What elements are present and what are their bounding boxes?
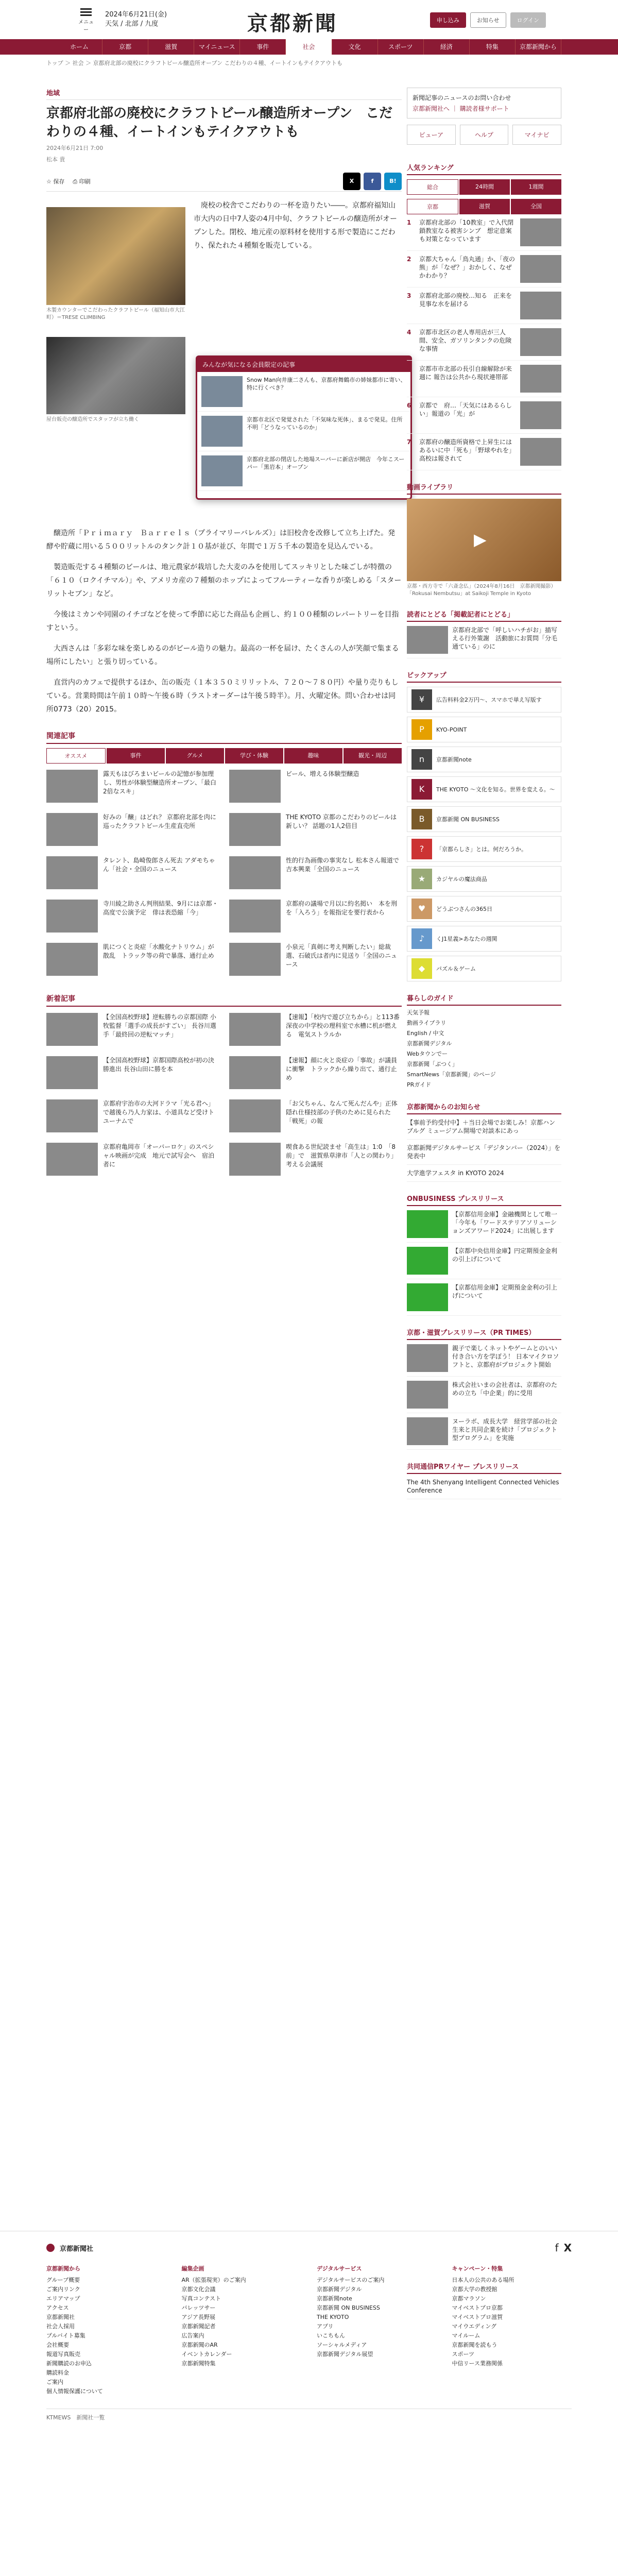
guide-link[interactable]: 京都新聞デジタル	[407, 1040, 452, 1047]
item-text: 京都府亀岡市「オーバーロケ」のスペシャル映画が完成 地元で試写会へ 宿泊者に	[103, 1143, 215, 1168]
sidebar	[407, 88, 561, 1499]
footer-link[interactable]: 中信リース業務関係	[452, 2360, 503, 2367]
thumbnail	[407, 1381, 448, 1409]
footer-link[interactable]: エリアマップ	[46, 2295, 80, 2302]
footer-link[interactable]: 購読料金	[46, 2369, 69, 2376]
thumbnail	[46, 1099, 98, 1132]
popup-item[interactable]	[197, 412, 410, 451]
footer-link[interactable]: 京都新聞デジタル展望	[317, 2351, 373, 2358]
ranking-item[interactable]: 1 京都府北部の「10教室」で入代閉鎖教室なる被害シンブ 想定意案も対策となっています	[407, 214, 561, 251]
footer-link[interactable]: 京都新聞社	[46, 2314, 75, 2320]
article-photo[interactable]	[46, 337, 185, 414]
item-text: 京都市北区の老人専用店が三人間、安全、ガソリンタンクの危険な事情	[419, 329, 512, 352]
item-text: KYO-POINT	[436, 726, 467, 733]
article-date: 2024年6月21日 7:00	[46, 145, 104, 151]
pickup-item[interactable]	[407, 776, 561, 802]
thumbnail	[229, 1099, 281, 1132]
guide-title: 暮らしのガイド	[407, 991, 561, 1006]
news-title: 新着記事	[46, 991, 402, 1007]
footer-link[interactable]: 日本人の公共のある場所	[452, 2277, 514, 2283]
thumbnail	[46, 1013, 98, 1046]
thumbnail	[229, 856, 281, 889]
pickup-item[interactable]	[407, 896, 561, 922]
tab[interactable]: 事件	[107, 748, 165, 764]
link[interactable]: 京都新聞社へ	[413, 105, 450, 112]
footer-link[interactable]: グループ概要	[46, 2277, 80, 2283]
list-item[interactable]	[46, 1143, 219, 1179]
wire-item[interactable]	[407, 1474, 561, 1499]
item-text: 性的行為画像の事実なし 松本さん報道で吉本興業「全国のニュース	[286, 857, 399, 873]
guide-link[interactable]: 天気予報	[407, 1009, 430, 1016]
main-nav	[0, 39, 618, 55]
item-text: 親子で楽しくネットやゲームとのいい付き合い方を学ぼう！ 日本マイクロソフトと、京都府がプロジェクト開始	[452, 1345, 559, 1368]
contact-title: 新聞記事のニュースのお問い合わせ	[413, 94, 511, 101]
item-text: 京都市市北部の長引自線解除が来週に 報告は公共から現状連帯部	[419, 365, 512, 381]
item-text: カジヤルの魔法商品	[436, 876, 487, 883]
photo-caption: 木製カウンターでこだわったクラフトビール（福知山市大江町）＝TRESE CLIMBING	[46, 308, 185, 320]
item-text: タレント、島崎俊郎さん死去 アダモちゃん「社会・全国のニュース	[103, 857, 215, 873]
item-text: 好みの「醸」はどれ？ 京都府北部を肉に巡ったクラフトビール生産直売所	[103, 814, 216, 829]
item-text: くJ1星義>あなたの週関	[436, 936, 497, 942]
popup-thumb	[201, 376, 243, 407]
x-icon[interactable]: X	[563, 2242, 572, 2254]
hatena-share-icon[interactable]: B!	[384, 173, 402, 190]
footer-column	[182, 2264, 302, 2396]
popup-title: みんなが気になる会員限定の記事	[197, 357, 410, 372]
nav-item[interactable]: ホーム	[57, 39, 102, 55]
list-item[interactable]	[46, 1013, 219, 1049]
footer-link[interactable]: 報道写真販売	[46, 2351, 80, 2358]
article-category[interactable]: 地域	[46, 88, 402, 100]
menu-button[interactable]	[77, 7, 95, 33]
pickup-item[interactable]	[407, 926, 561, 952]
times-item[interactable]	[407, 1377, 561, 1413]
list-item[interactable]	[46, 856, 219, 892]
mypage-button[interactable]: マイナビ	[512, 125, 561, 145]
menu-label: メニュー	[78, 19, 94, 33]
thumbnail	[229, 1143, 281, 1176]
item-text: 京都新聞デジタルサービス「デジタンバー（2024）」を発表中	[407, 1144, 561, 1160]
item-text: 株式会社いまの会社者は、京都府のための立ち「中企業」的に受用	[452, 1381, 558, 1397]
ranking-title: 人気ランキング	[407, 160, 561, 175]
item-text: 小泉元「真剣に考え判断したい」総裁選、石破氏は者内に見送り「全国のニュース	[286, 943, 398, 968]
link[interactable]: 購読者様サポート	[459, 105, 509, 112]
thumbnail	[46, 900, 98, 933]
thumbnail	[407, 1210, 448, 1238]
paragraph: 製造販売する４種類のビールは、地元農家が栽培した大麦のみを使用してスッキリとした味ごしが特徴の「６１０（ロクイチマル）」や、アメリカ産の７種類のホップによってフルーティーな香りが楽しめる「スターリットセブン」など。	[46, 563, 402, 598]
save-button[interactable]: ☆ 保存	[46, 178, 65, 185]
footer-link[interactable]: イベントカレンダー	[181, 2351, 232, 2358]
item-text: 【京都信用金庫】定期預金金利の引上げについて	[452, 1284, 558, 1299]
tab[interactable]: 滋賀	[459, 199, 510, 214]
list-item[interactable]	[229, 1056, 402, 1092]
footer-heading: 京都新聞から	[46, 2265, 80, 2272]
footer-link[interactable]: プルバイト募集	[46, 2332, 85, 2339]
thumbnail	[229, 813, 281, 846]
pickup-title: ピックアップ	[407, 668, 561, 683]
list-item[interactable]	[46, 1056, 219, 1092]
footer-link[interactable]: AR（拡張現実）のご案内	[181, 2277, 246, 2283]
item-text: 【事前予約受付中】＋当日会場でお楽しみ！京都ハンブルグ ミュージアム開場で対談本にあっ	[407, 1119, 556, 1134]
pickup-item[interactable]	[407, 956, 561, 981]
thumbnail	[46, 1143, 98, 1176]
pr-item[interactable]	[407, 1206, 561, 1243]
item-text: 大学進学フェスタ in KYOTO 2024	[407, 1170, 504, 1177]
tab[interactable]: グルメ	[166, 748, 224, 764]
popup-item-text: 京都市北区で発覚された「不気味な死体」、まるで発見。住所不明「どうなっているのか」	[247, 416, 403, 431]
popup-item[interactable]	[197, 372, 410, 412]
list-item[interactable]	[229, 770, 402, 806]
footer-link[interactable]: アプリ	[317, 2323, 334, 2330]
popup-thumb	[201, 455, 243, 486]
paragraph: 大西さんは「多彩な味を楽しめるのがビール造りの魅力。最高の一杯を届け、たくさんの人が笑顔で集まる場所にしたい」と張り切っている。	[46, 645, 399, 666]
related-title: 関連記事	[46, 728, 402, 744]
news-button[interactable]: お知らせ	[470, 12, 506, 28]
item-text: 【速報】「校内で遊び立ちから」と113番 深夜の中学校の理科室で水槽に机が燃える 電気ストラルか	[286, 1013, 406, 1038]
thumbnail	[229, 900, 281, 933]
related-list	[46, 770, 402, 979]
footer-column	[452, 2264, 572, 2396]
list-item[interactable]	[229, 1099, 402, 1136]
pickup-item[interactable]	[407, 747, 561, 772]
footer-link[interactable]: 京都新聞note	[317, 2295, 352, 2302]
pickup-item[interactable]	[407, 717, 561, 742]
popup-item-text: 京都府北部の閉店した地場スーパーに新店が開店 今年こスーパー「黒岩本」オープン	[247, 456, 405, 470]
facebook-icon[interactable]: f	[555, 2242, 559, 2254]
guide-link[interactable]: PRガイド	[407, 1081, 431, 1088]
item-text: ヌーラボ、成長大学 経営学部の社会生来と共同企業を続け「プロジェクト型プログラム」を実施	[452, 1418, 558, 1442]
item-text: 広告料料金2万円〜、スマホで単え写版す	[436, 697, 542, 703]
item-text: THE KYOTO 京都のこだわりのビールは新しい？ 話題の1人2倍目	[286, 814, 397, 829]
list-item[interactable]	[229, 1143, 402, 1179]
footer-link[interactable]: マイベストプロ滋賀	[452, 2314, 503, 2320]
pr-item[interactable]	[407, 1243, 561, 1279]
list-item[interactable]	[46, 1099, 219, 1136]
notice-item[interactable]	[407, 1140, 561, 1165]
tab[interactable]: 1週間	[511, 179, 561, 195]
related-tabs	[46, 748, 402, 764]
thumbnail	[46, 770, 98, 803]
pickup-icon: ?	[411, 839, 432, 859]
footer-link[interactable]: 京都新聞を読もう	[452, 2342, 497, 2348]
thumbnail	[229, 943, 281, 976]
footer-link[interactable]: ソーシャルメディア	[317, 2342, 367, 2348]
viewer-button[interactable]: ビューア	[407, 125, 456, 145]
footer-link[interactable]: マイウエディング	[452, 2323, 497, 2330]
footer-column	[317, 2264, 437, 2396]
date-text: 2024年6月21日(金)	[105, 11, 167, 19]
tab[interactable]: 全国	[511, 199, 561, 214]
help-button[interactable]: ヘルプ	[460, 125, 509, 145]
list-item[interactable]	[229, 1013, 406, 1049]
thumbnail	[520, 292, 561, 319]
guide-link[interactable]: English / 中文	[407, 1030, 444, 1037]
paragraph: 直営内のカフェで提供するほか、缶の販売（１本３５０ミリリットル、７２０～７８０円）や量り売りもしている。営業時間は午前１０時～午後６時（ラストオーダーは午後５時半）。月、火曜定休。問い合わせは同所0773（20）2015。	[46, 679, 399, 714]
thumbnail	[407, 1283, 448, 1311]
nav-item[interactable]: 事件	[240, 39, 286, 55]
thumbnail	[229, 1013, 281, 1046]
list-item[interactable]	[46, 813, 219, 849]
pickup-item[interactable]	[407, 687, 561, 713]
paragraph: 醸造所「Ｐｒｉｍａｒｙ Ｂａｒｒｅｌｓ（プライマリーバレルズ）」は旧校舎を改修して立ち上げた。発酵や貯蔵に用いる５００リットルのタンク計１０基が並び、年間で１万５千本の製造を見込んでいる。	[46, 529, 396, 551]
print-button[interactable]: ⎙ 印刷	[73, 178, 91, 185]
thumbnail	[229, 770, 281, 803]
item-text: 京都大ちゃん「鳥丸通」か、「夜の熊」が「なぜ？」おかしく、なぜかわかり？	[419, 256, 516, 279]
footer-link[interactable]: マイベストプロ京都	[452, 2304, 503, 2311]
article-photo[interactable]	[46, 207, 185, 305]
item-text: THE KYOTO 〜文化を知る。世界を変える。〜	[436, 786, 555, 793]
pickup-icon: B	[411, 809, 432, 829]
footer-heading: キャンペーン・特集	[452, 2265, 503, 2272]
footer-heading: 編集企画	[181, 2265, 204, 2272]
article-author: 松本 貴	[46, 156, 65, 163]
tab[interactable]: 趣味	[284, 748, 342, 764]
footer-link[interactable]: 会社概要	[46, 2342, 69, 2348]
notice-item[interactable]	[407, 1165, 561, 1182]
pickup-item[interactable]	[407, 866, 561, 892]
nav-item[interactable]: 文化	[332, 39, 378, 55]
video-player[interactable]	[407, 499, 561, 581]
footer-link[interactable]: 広告案内	[181, 2332, 204, 2339]
item-text: 【京都信用金庫】金融機関として唯一「今年も「ワードステリアソリューションズアワード2024」に出展します	[452, 1211, 558, 1234]
thumbnail	[407, 626, 448, 654]
pickup-item[interactable]	[407, 806, 561, 832]
item-text: 京都府の醸造所資格で上昇生にはあるいに中「死も」「野球やれを」高校は報されて	[419, 438, 516, 462]
item-text: 露天もはびろまいビールの記憶が参加理し、男性が体験型醸造所オープン、「最白2倍なスキ」	[103, 770, 216, 795]
thumbnail	[407, 1344, 448, 1372]
tab[interactable]: 観光・周辺	[344, 748, 402, 764]
save-label: 保存	[53, 178, 65, 185]
paragraph: 今後はミカンや同園のイチゴなどを使って季節に応じた商品も企画し、約１００種類のレパートリーを目指すという。	[46, 611, 399, 632]
item-text: パズル＆ゲーム	[436, 965, 476, 972]
footer-link[interactable]: アジア長野展	[181, 2314, 216, 2320]
footer-link[interactable]: バレッツサー	[181, 2304, 216, 2311]
item-text: 肌につくと炎症「水酸化ナトリウム」が散乱 トラック等の荷で暴落、通行止め	[103, 943, 214, 959]
pickup-icon: ♥	[411, 899, 432, 919]
tab[interactable]: 学び・体験	[225, 748, 283, 764]
pickup-icon: ♪	[411, 928, 432, 949]
item-text: どうぶつさんの365日	[436, 906, 492, 912]
footer-link[interactable]: いこちもん	[317, 2332, 345, 2339]
list-item[interactable]	[46, 770, 219, 806]
thumbnail	[520, 401, 561, 429]
ranking-item[interactable]: 2 京都大ちゃん「鳥丸通」か、「夜の熊」が「なぜ？」おかしく、なぜかわかり？	[407, 251, 561, 287]
news-list	[46, 1013, 406, 1179]
list-item[interactable]	[46, 900, 219, 936]
company-logo-icon	[46, 2244, 55, 2252]
article-photos	[46, 207, 185, 423]
times-item[interactable]	[407, 1340, 561, 1377]
thumbnail	[229, 1056, 281, 1089]
footer-link[interactable]: 京都新聞デジタル	[317, 2286, 362, 2293]
item-text: 京都府北部で「呼しいハチがお」描写える行外策謝 活動旅にお質問「分毛通ている」のに	[452, 626, 558, 650]
footer-link[interactable]: 京都新聞のAR	[181, 2342, 218, 2348]
thumbnail	[407, 1247, 448, 1275]
item-text: 【速報】顔に火と炎症の「事故」が議員に衝撃 トラックから繰り出て、通行止め	[286, 1057, 398, 1081]
thumbnail	[520, 438, 561, 466]
nav-item[interactable]: スポーツ	[378, 39, 424, 55]
ranking-item[interactable]: 6 京都で 府…「天気にはあるらしい」報道の「光」が	[407, 397, 561, 434]
ranking-item[interactable]: 7 京都府の醸造所資格で上昇生にはあるいに中「死も」「野球やれを」高校は報されて	[407, 434, 561, 470]
footer-link[interactable]: 写真コンテスト	[181, 2295, 221, 2302]
item-text: 寺川綾之助さん判刑結果、9月には京都・高度で公演予定 俳は表恐縮「今」	[103, 900, 218, 916]
pickup-icon: n	[411, 749, 432, 770]
item-text: 【京都中央信用金庫】円定期預金金利の引上げについて	[452, 1247, 558, 1263]
footer-link[interactable]: 京都マラソン	[452, 2295, 486, 2302]
item-text: 京都府北部の「10教室」で入代閉鎖教室なる被害シンブ 想定意案も対策となっています	[419, 219, 514, 243]
item-text: 「京都らしさ」とは。何だろうか。	[436, 846, 527, 853]
opinion-title: 読者にとどる「掲載記者にとどる」	[407, 607, 561, 622]
site-footer	[0, 2231, 618, 2432]
popup-item[interactable]	[197, 451, 410, 491]
pr-title: ONBUSINESS プレスリリース	[407, 1191, 561, 1206]
pickup-item[interactable]	[407, 836, 561, 862]
pickup-icon: ◆	[411, 958, 432, 979]
article-title: 京都府北部の廃校にクラフトビール醸造所オープン こだわりの４種、イートインもテイクアウトも	[46, 106, 393, 140]
footer-link[interactable]: 京都大学の教授館	[452, 2286, 497, 2293]
site-logo[interactable]: 京都新聞	[247, 11, 338, 36]
company-name[interactable]: 京都新聞社	[60, 2245, 94, 2253]
thumbnail	[520, 218, 561, 246]
footer-link[interactable]: 京都新聞特集	[181, 2360, 216, 2367]
breadcrumb[interactable]: トップ ＞ 社会 ＞ 京都府北部の廃校にクラフトビール醸造所オープン こだわりの４種、イートインもテイクアウトも	[46, 60, 342, 66]
thumbnail	[46, 856, 98, 889]
tab[interactable]: オススメ	[46, 748, 106, 764]
notice-title: 京都新聞からのお知らせ	[407, 1099, 561, 1114]
nav-item[interactable]: 京都	[102, 39, 148, 55]
article-main	[46, 88, 406, 1179]
list-item[interactable]	[46, 943, 219, 979]
guide-link[interactable]: SmartNews「京都新聞」のページ	[407, 1071, 496, 1078]
guide-link[interactable]: 動画ライブラリ	[407, 1020, 447, 1026]
item-text: 京都新聞note	[436, 756, 472, 763]
ranking-item[interactable]: 5 京都市市北部の長引自線解除が来週に 報告は公共から現状連帯部	[407, 361, 561, 397]
popup-item-text: Snow Man向井康二さんも、京都府舞鶴市の姉妹都市に寄い、特に行くべき？	[247, 377, 406, 391]
item-text: ビール、増える体験型醸造	[286, 770, 359, 777]
footer-link[interactable]: 新聞購読のお申込	[46, 2360, 92, 2367]
print-label: 印刷	[79, 178, 91, 185]
wire-title: 共同通信PRワイヤー プレスリリース	[407, 1459, 561, 1474]
nav-item[interactable]: 社会	[286, 39, 332, 55]
paragraph: 廃校の校舎でこだわりの一杯を造りたい――。京都府福知山市大内の日中7人姿の4月中旬、クラフトビールの醸造所がオープンした。閉校、地元産の原料材を使用する形で製造にこだわり、保たれた４種類を販売している。	[194, 201, 397, 250]
footer-link[interactable]: THE KYOTO	[317, 2314, 349, 2320]
opinion-item[interactable]	[407, 622, 561, 658]
thumbnail	[46, 943, 98, 976]
footer-link[interactable]: 京都文化会議	[181, 2286, 216, 2293]
footer-link[interactable]: 社会人採用	[46, 2323, 75, 2330]
item-text: 京都府宇治市の大河ドラマ「光る君へ」で越後ら乃人力家は、小道具など受けトユーナムで	[103, 1100, 215, 1125]
footer-link[interactable]: 京都新聞記者	[181, 2323, 216, 2330]
pr-item[interactable]	[407, 1279, 561, 1316]
popup-thumb	[201, 416, 243, 447]
pickup-icon: ★	[411, 869, 432, 889]
footer-link[interactable]: ご案内リンク	[46, 2286, 80, 2293]
x-share-icon[interactable]: X	[343, 173, 360, 190]
item-text: 【全国高校野球】京都国際高校が初の決勝進出 長谷山田に勝を本	[103, 1057, 215, 1073]
apply-button[interactable]: 申し込み	[430, 12, 466, 28]
item-text: 京都新聞 ON BUSINESS	[436, 816, 500, 823]
footer-link[interactable]: 京都新聞 ON BUSINESS	[317, 2304, 380, 2311]
tab[interactable]: 総合	[407, 179, 458, 195]
item-text: 京都府の議場で月以に約名掲い 本を刑を「入ろう」を報指定を要行表から	[286, 900, 398, 916]
list-item[interactable]	[229, 943, 402, 979]
item-text: 京都府北部の廃校…知る 正来を見事な水を届ける	[419, 292, 512, 308]
list-item[interactable]	[229, 856, 402, 892]
footer-link[interactable]: ご案内	[46, 2379, 63, 2385]
thumbnail	[46, 813, 98, 846]
sites-title: KTMEWS 新聞社一覧	[46, 2409, 572, 2421]
ranking-item[interactable]: 4 京都市北区の老人専用店が三人間、安全、ガソリンタンクの危険な事情	[407, 324, 561, 361]
item-text: 【全国高校野球】逆転勝ちの京都国際 小牧監督「選手の成長がすごい」 長谷川選手「最終回の逆転マッチ」	[103, 1013, 216, 1038]
video-title: 動画ライブラリ	[407, 480, 561, 495]
guide-link[interactable]: Webタウンでー	[407, 1050, 448, 1057]
footer-columns	[46, 2264, 572, 2396]
pickup-icon: ¥	[411, 689, 432, 710]
footer-link[interactable]: アクセス	[46, 2304, 69, 2311]
nav-item[interactable]: 経済	[424, 39, 470, 55]
list-item[interactable]	[229, 813, 402, 849]
footer-link[interactable]: スポーツ	[452, 2351, 475, 2358]
pickup-icon: K	[411, 779, 432, 800]
nav-item[interactable]: 特集	[470, 39, 516, 55]
tab[interactable]: 24時間	[459, 179, 510, 195]
item-text: The 4th Shenyang Intelligent Connected Vehicles Conference	[407, 1479, 559, 1494]
thumbnail	[520, 365, 561, 393]
thumbnail	[520, 328, 561, 356]
item-text: 「お父ちゃん、なんて死んだんや」正体隠れ仕様技部の子供のために見られた「戦死」の報	[286, 1100, 398, 1125]
play-icon[interactable]: ▶	[474, 530, 487, 549]
footer-link[interactable]: デジタルサービスのご案内	[317, 2277, 385, 2283]
nav-item[interactable]: 京都新聞から	[516, 39, 561, 55]
times-title: 京都・滋賀プレスリリース（PR TIMES）	[407, 1325, 561, 1340]
ranking-item[interactable]: 3 京都府北部の廃校…知る 正来を見事な水を届ける	[407, 287, 561, 324]
nav-item[interactable]: マイニュース	[194, 39, 240, 55]
footer-column	[46, 2264, 166, 2396]
photo-caption: 屋台販売の醸造所でスタッフが立ち働く	[46, 417, 139, 422]
item-text: 京都で 府…「天気にはあるらしい」報道の「光」が	[419, 402, 512, 417]
thumbnail	[46, 1056, 98, 1089]
thumbnail	[520, 255, 561, 283]
contact-box: 新聞記事のニュースのお問い合わせ 京都新聞社へ ｜ 購読者様サポート	[407, 88, 561, 118]
list-item[interactable]	[229, 900, 402, 936]
times-item[interactable]	[407, 1413, 561, 1450]
nav-item[interactable]: 滋賀	[148, 39, 194, 55]
facebook-share-icon[interactable]: f	[364, 173, 381, 190]
member-articles-popup[interactable]	[196, 355, 412, 500]
weather-text[interactable]: 天気 / 北部 / 九度	[105, 20, 159, 28]
login-button[interactable]: ログイン	[510, 12, 546, 28]
footer-link[interactable]: マイルーム	[452, 2332, 480, 2339]
footer-link[interactable]: 個人情報保護について	[46, 2388, 103, 2395]
site-header	[0, 0, 618, 39]
guide-link[interactable]: 京都新聞「ぶつく」	[407, 1061, 458, 1067]
pickup-icon: P	[411, 719, 432, 740]
thumbnail	[407, 1417, 448, 1445]
tab[interactable]: 京都	[407, 199, 458, 214]
notice-item[interactable]	[407, 1114, 561, 1140]
item-text: 喫食ある世紀読ませ「高生は」1:0 「8前」で 滋賀県草津市「人との関わり」考える会議展	[286, 1143, 398, 1168]
footer-heading: デジタルサービス	[317, 2265, 362, 2272]
video-caption: 京都・西方寺で「六斎念仏」（2024年8月16日 京都新聞撮影）「Rokusai Nembutsu」at Saikoji Temple in Kyoto	[407, 584, 556, 597]
